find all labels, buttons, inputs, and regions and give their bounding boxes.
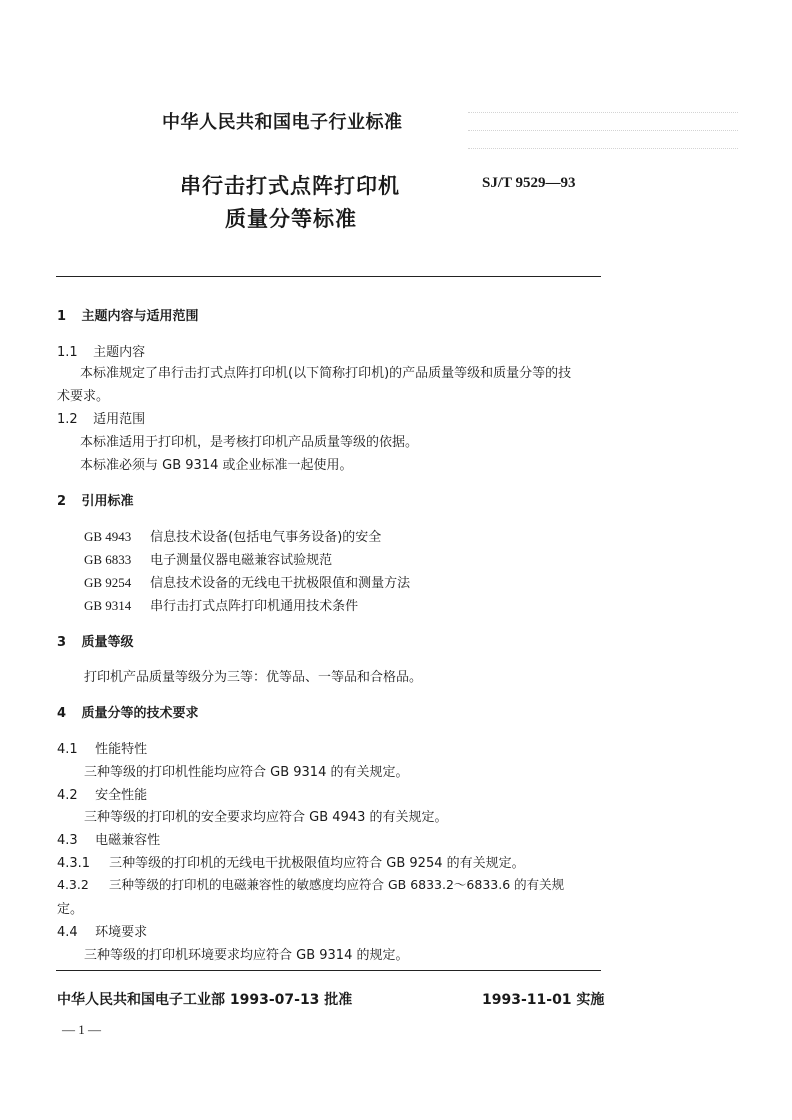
section-4-2-heading	[57, 784, 147, 803]
paragraph: 本标准适用于打印机，是考核打印机产品质量等级的依据。	[80, 435, 419, 450]
effective-date: 1993-11-01 实施	[482, 992, 605, 1008]
reference-item	[84, 526, 381, 545]
reference-item	[84, 595, 358, 614]
paragraph-continuation: 定。	[57, 902, 84, 917]
reference-code: GB 9254	[84, 575, 132, 590]
section-number: 1.1	[57, 345, 78, 360]
section-title: 主题内容	[93, 345, 146, 360]
section-1-heading	[57, 305, 199, 324]
section-title: 安全性能	[95, 788, 148, 803]
section-text: 三种等级的打印机的无线电干扰极限值均应符合 GB 9254 的有关规定。	[109, 856, 525, 871]
background-line	[468, 130, 738, 131]
section-number: 4.3.1	[57, 856, 91, 871]
section-title: 引用标准	[81, 494, 134, 509]
reference-title: 电子测量仪器电磁兼容试验规范	[150, 553, 333, 568]
section-title: 适用范围	[93, 412, 146, 427]
paragraph-continuation: 术要求。	[57, 389, 110, 404]
section-4-1-heading	[57, 738, 147, 757]
section-title: 性能特性	[95, 742, 148, 757]
section-4-3-1	[57, 852, 525, 871]
background-line	[468, 112, 738, 113]
section-title: 主题内容与适用范围	[81, 309, 199, 324]
approval-line: 中华人民共和国电子工业部 1993-07-13 批准	[57, 992, 353, 1008]
section-4-3-2	[57, 875, 564, 893]
section-4-heading	[57, 702, 199, 721]
section-number: 4.2	[57, 788, 78, 803]
section-4-4-heading	[57, 921, 147, 940]
section-number: 2	[57, 494, 67, 509]
section-title: 质量分等的技术要求	[81, 706, 199, 721]
section-number: 1	[57, 309, 67, 324]
section-text: 三种等级的打印机的电磁兼容性的敏感度均应符合 GB 6833.2～6833.6 的有关规	[108, 877, 565, 892]
section-3-heading	[57, 631, 134, 650]
section-title: 电磁兼容性	[95, 833, 161, 848]
header-divider	[56, 276, 601, 277]
document-title-line2: 质量分等标准	[225, 207, 357, 231]
section-number: 4.1	[57, 742, 78, 757]
reference-code: GB 4943	[84, 529, 132, 544]
reference-item	[84, 572, 410, 591]
section-number: 4.3.2	[57, 877, 89, 892]
section-2-heading	[57, 490, 134, 509]
section-number: 3	[57, 635, 67, 650]
reference-code: GB 6833	[84, 552, 132, 567]
paragraph: 打印机产品质量等级分为三等：优等品、一等品和合格品。	[84, 670, 423, 685]
reference-title: 信息技术设备(包括电气事务设备)的安全	[150, 530, 382, 545]
reference-code: GB 9314	[84, 598, 132, 613]
reference-title: 信息技术设备的无线电干扰极限值和测量方法	[150, 576, 411, 591]
section-title: 质量等级	[81, 635, 134, 650]
section-4-3-heading	[57, 829, 160, 848]
section-title: 环境要求	[95, 925, 148, 940]
document-title-line1: 串行击打式点阵打印机	[180, 174, 400, 198]
standard-number: SJ/T 9529—93	[482, 175, 576, 191]
section-number: 4.4	[57, 925, 78, 940]
footer-divider	[56, 970, 601, 971]
section-1-2-heading	[57, 408, 145, 427]
reference-item	[84, 549, 332, 568]
section-1-1-heading	[57, 341, 145, 360]
section-number: 4	[57, 706, 67, 721]
reference-title: 串行击打式点阵打印机通用技术条件	[150, 599, 359, 614]
page-number: — 1 —	[62, 1022, 101, 1037]
organization-header: 中华人民共和国电子行业标准	[162, 112, 403, 133]
paragraph: 三种等级的打印机的安全要求均应符合 GB 4943 的有关规定。	[84, 810, 448, 825]
paragraph: 三种等级的打印机环境要求均应符合 GB 9314 的规定。	[84, 948, 409, 963]
background-line	[468, 148, 738, 149]
paragraph: 本标准必须与 GB 9314 或企业标准一起使用。	[80, 458, 353, 473]
section-number: 1.2	[57, 412, 78, 427]
section-number: 4.3	[57, 833, 78, 848]
paragraph: 三种等级的打印机性能均应符合 GB 9314 的有关规定。	[84, 765, 409, 780]
paragraph: 本标准规定了串行击打式点阵打印机(以下简称打印机)的产品质量等级和质量分等的技	[80, 366, 572, 381]
